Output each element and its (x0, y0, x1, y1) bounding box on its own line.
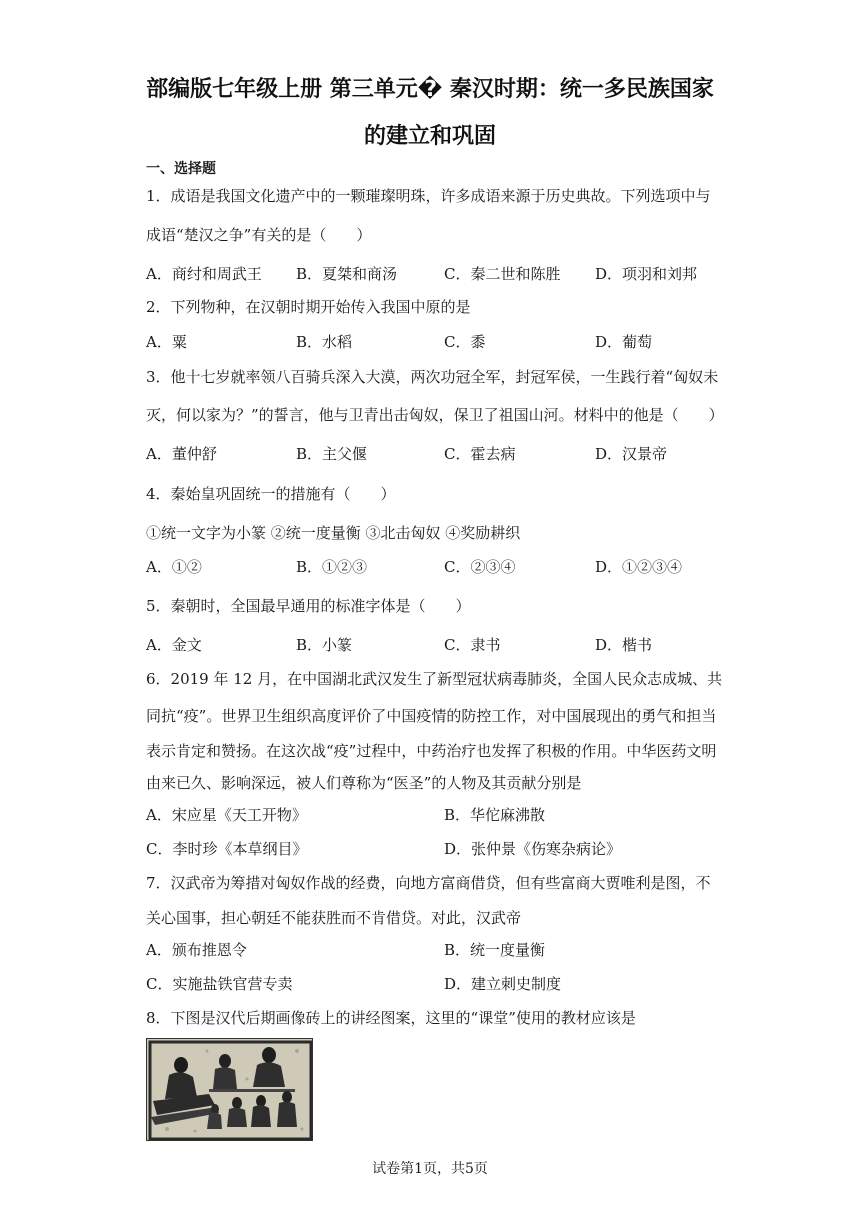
q1-stem-line-2: 成语“楚汉之争”有关的是（ ） (146, 226, 372, 244)
q4-option-a[interactable]: A．①② (146, 558, 202, 576)
section-heading: 一、选择题 (146, 161, 216, 177)
document-title-line-1: 部编版七年级上册 第三单元� 秦汉时期：统一多民族国家 (146, 77, 714, 102)
q6-option-b[interactable]: B．华佗麻沸散 (444, 806, 546, 824)
q2-option-c[interactable]: C．黍 (444, 333, 486, 351)
q5-option-d[interactable]: D．楷书 (595, 636, 653, 654)
q5-option-a[interactable]: A．金文 (146, 636, 202, 654)
q5-stem-line-1: 5．秦朝时，全国最早通用的标准字体是（ ） (146, 597, 471, 615)
q6-option-d[interactable]: D．张仲景《伤寒杂病论》 (444, 840, 622, 858)
document-title-line-2: 的建立和巩固 (363, 124, 496, 149)
q8-stem-line-1: 8．下图是汉代后期画像砖上的讲经图案，这里的“课堂”使用的教材应该是 (146, 1009, 636, 1027)
q6-option-a[interactable]: A．宋应星《天工开物》 (146, 806, 307, 824)
q3-option-d[interactable]: D．汉景帝 (595, 445, 668, 463)
q4-option-b[interactable]: B．①②③ (296, 558, 368, 576)
q7-option-c[interactable]: C．实施盐铁官营专卖 (146, 975, 293, 993)
q6-option-c[interactable]: C．李时珍《本草纲目》 (146, 840, 308, 858)
q5-option-c[interactable]: C．隶书 (444, 636, 501, 654)
q1-option-b[interactable]: B．夏桀和商汤 (296, 265, 398, 283)
q5-option-b[interactable]: B．小篆 (296, 636, 353, 654)
q3-option-a[interactable]: A．董仲舒 (146, 445, 217, 463)
q2-stem-line-1: 2．下列物种，在汉朝时期开始传入我国中原的是 (146, 298, 471, 316)
q2-option-d[interactable]: D．葡萄 (595, 333, 653, 351)
page-footer: 试卷第1页，共5页 (372, 1161, 488, 1177)
q3-option-c[interactable]: C．霍去病 (444, 445, 516, 463)
q7-stem-line-1: 7．汉武帝为筹措对匈奴作战的经费，向地方富商借贷，但有些富商大贾唯利是图，不 (146, 874, 711, 892)
han-brick-relief-image (146, 1038, 313, 1141)
q7-option-d[interactable]: D．建立刺史制度 (444, 975, 562, 993)
q4-option-d[interactable]: D．①②③④ (595, 558, 683, 576)
q6-stem-line-2: 同抗“疫”。世界卫生组织高度评价了中国疫情的防控工作，对中国展现出的勇气和担当 (146, 707, 717, 725)
q6-stem-line-4: 由来已久、影响深远，被人们尊称为“医圣”的人物及其贡献分别是 (146, 774, 582, 792)
q7-option-a[interactable]: A．颁布推恩令 (146, 941, 247, 959)
q7-option-b[interactable]: B．统一度量衡 (444, 941, 546, 959)
q3-option-b[interactable]: B．主父偃 (296, 445, 368, 463)
q4-option-c[interactable]: C．②③④ (444, 558, 516, 576)
q7-stem-line-2: 关心国事，担心朝廷不能获胜而不肯借贷。对此，汉武帝 (146, 909, 522, 927)
q1-option-c[interactable]: C．秦二世和陈胜 (444, 265, 561, 283)
q1-option-d[interactable]: D．项羽和刘邦 (595, 265, 698, 283)
q3-stem-line-1: 3．他十七岁就率领八百骑兵深入大漠，两次功冠全军，封冠军侯，一生践行着“匈奴未 (146, 368, 719, 386)
q4-stem-line-2: ①统一文字为小篆 ②统一度量衡 ③北击匈奴 ④奖励耕织 (146, 524, 521, 542)
q2-option-b[interactable]: B．水稻 (296, 333, 353, 351)
q1-option-a[interactable]: A．商纣和周武王 (146, 265, 262, 283)
q1-stem-line-1: 1．成语是我国文化遗产中的一颗璀璨明珠，许多成语来源于历史典故。下列选项中与 (146, 187, 711, 205)
q2-option-a[interactable]: A．粟 (146, 333, 187, 351)
q6-stem-line-1: 6．2019 年 12 月，在中国湖北武汉发生了新型冠状病毒肺炎，全国人民众志成城、共 (146, 670, 723, 688)
q4-stem-line-1: 4．秦始皇巩固统一的措施有（ ） (146, 485, 396, 503)
q6-stem-line-3: 表示肯定和赞扬。在这次战“疫”过程中，中药治疗也发挥了积极的作用。中华医药文明 (146, 742, 717, 760)
q3-stem-line-2: 灭，何以家为？”的誓言，他与卫青出击匈奴，保卫了祖国山河。材料中的他是（ ） (146, 406, 724, 424)
